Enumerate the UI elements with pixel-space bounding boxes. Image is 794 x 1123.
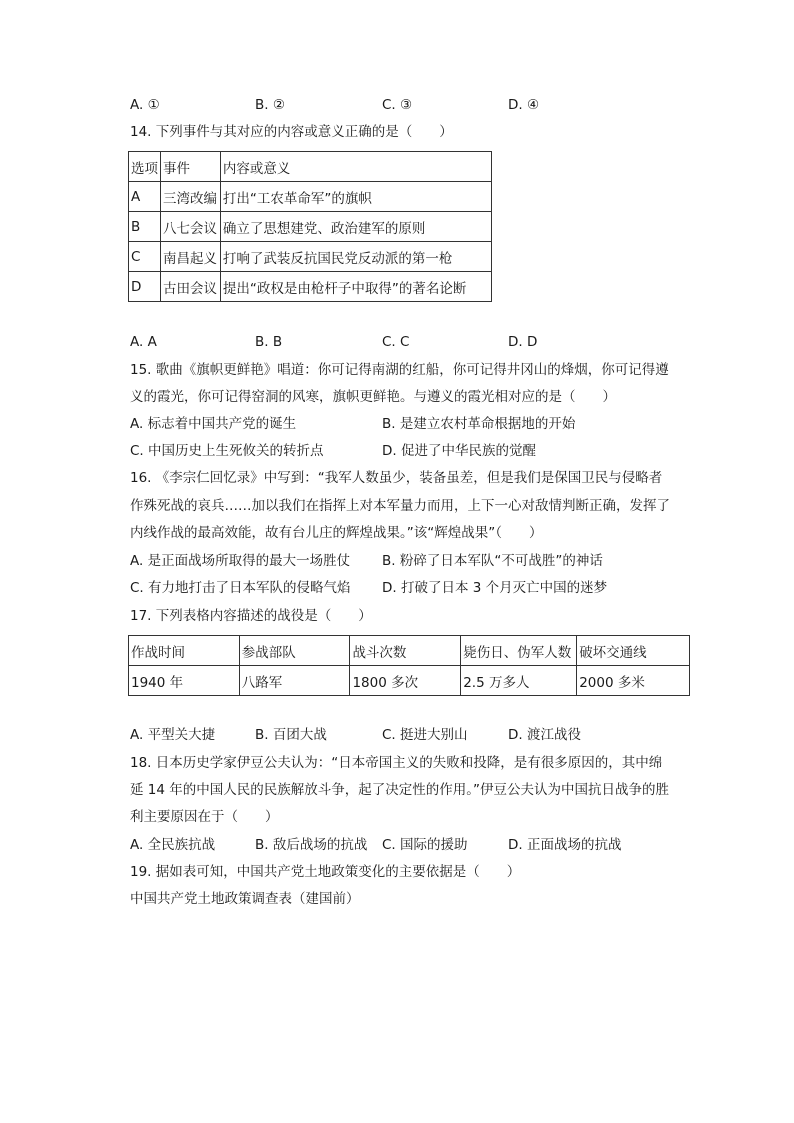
q15-stem-line: 15. 歌曲《旗帜更鲜艳》唱道：你可记得南湖的红船，你可记得井冈山的烽烟，你可记得遵 [130, 362, 669, 378]
table-row [129, 666, 690, 696]
q14-option-c: C. C [382, 334, 410, 350]
table-cell: 打响了武装反抗国民党反动派的第一枪 [220, 242, 491, 272]
q16-stem-line: 16. 《李宗仁回忆录》中写到：“我军人数虽少，装备虽差，但是我们是保国卫民与侵略者 [130, 470, 663, 486]
table-header-row [129, 152, 492, 182]
q17-table [128, 635, 690, 696]
q16-option-b: B. 粉碎了日本军队“不可战胜”的神话 [382, 553, 603, 569]
q16-option-a: A. 是正面战场所取得的最大一场胜仗 [130, 553, 351, 569]
table-cell: 八七会议 [161, 212, 221, 242]
q16-option-c: C. 有力地打击了日本军队的侵略气焰 [130, 580, 351, 596]
table-header-cell: 事件 [161, 152, 221, 182]
q18-stem-line: 18. 日本历史学家伊豆公夫认为：“日本帝国主义的失败和投降，是有很多原因的，其中绵 [130, 755, 663, 771]
table-header-cell: 战斗次数 [350, 636, 461, 666]
table-cell: 2.5 万多人 [461, 666, 577, 696]
q17-option-b: B. 百团大战 [255, 727, 327, 743]
q15-option-a: A. 标志着中国共产党的诞生 [130, 416, 297, 432]
table-header-row [129, 636, 690, 666]
q14-option-a: A. A [130, 334, 157, 350]
table-cell: 确立了思想建党、政治建军的原则 [220, 212, 491, 242]
q16-option-d: D. 打破了日本 3 个月灭亡中国的迷梦 [382, 580, 608, 596]
q18-option-d: D. 正面战场的抗战 [508, 837, 622, 853]
q15-option-b: B. 是建立农村革命根据地的开始 [382, 416, 576, 432]
q17-option-c: C. 挺进大别山 [382, 727, 468, 743]
table-header-cell: 毙伤日、伪军人数 [461, 636, 577, 666]
q15-option-d: D. 促进了中华民族的觉醒 [382, 443, 536, 459]
table-cell: D [129, 272, 161, 302]
table-header-cell: 破坏交通线 [577, 636, 690, 666]
table-header-cell: 参战部队 [239, 636, 350, 666]
q17-option-d: D. 渡江战役 [508, 727, 581, 743]
table-header-cell: 内容或意义 [220, 152, 491, 182]
q18-stem-line: 利主要原因在于（ ） [130, 809, 279, 825]
table-header-cell: 选项 [129, 152, 161, 182]
q17-stem: 17. 下列表格内容描述的战役是（ ） [130, 608, 372, 624]
q15-stem-line: 义的霞光，你可记得窑洞的风寒，旗帜更鲜艳。与遵义的霞光相对应的是（ ） [130, 389, 616, 405]
q13-option-d: D. ④ [508, 97, 540, 113]
table-row [129, 182, 492, 212]
table-cell: 1940 年 [129, 666, 240, 696]
table-cell: 八路军 [239, 666, 350, 696]
q18-option-a: A. 全民族抗战 [130, 837, 216, 853]
table-cell: 古田会议 [161, 272, 221, 302]
q17-option-a: A. 平型关大捷 [130, 727, 216, 743]
q14-option-b: B. B [255, 334, 283, 350]
table-cell: 2000 多米 [577, 666, 690, 696]
table-cell: 打出“工农革命军”的旗帜 [220, 182, 491, 212]
q14-option-d: D. D [508, 334, 538, 350]
q19-stem: 19. 据如表可知，中国共产党土地政策变化的主要依据是（ ） [130, 864, 521, 880]
q13-option-a: A. ① [130, 97, 160, 113]
table-cell: A [129, 182, 161, 212]
q19-caption: 中国共产党土地政策调查表（建国前） [130, 891, 360, 907]
q18-stem-line: 延 14 年的中国人民的民族解放斗争，起了决定性的作用。”伊豆公夫认为中国抗日战争的胜 [130, 782, 670, 798]
table-row [129, 212, 492, 242]
table-cell: C [129, 242, 161, 272]
q13-option-b: B. ② [255, 97, 285, 113]
q14-table [128, 151, 492, 302]
q13-option-c: C. ③ [382, 97, 413, 113]
table-cell: B [129, 212, 161, 242]
table-cell: 提出“政权是由枪杆子中取得”的著名论断 [220, 272, 491, 302]
table-header-cell: 作战时间 [129, 636, 240, 666]
q16-stem-line: 内线作战的最高效能，故有台儿庄的辉煌战果。”该“辉煌战果”（ ） [130, 525, 543, 541]
table-row [129, 242, 492, 272]
table-cell: 三湾改编 [161, 182, 221, 212]
q16-stem-line: 作殊死战的哀兵……加以我们在指挥上对本军量力而用，上下一心对敌情判断正确，发挥了 [130, 498, 670, 514]
q15-option-c: C. 中国历史上生死攸关的转折点 [130, 443, 324, 459]
table-cell: 1800 多次 [350, 666, 461, 696]
q14-stem: 14. 下列事件与其对应的内容或意义正确的是（ ） [130, 124, 453, 140]
q18-option-b: B. 敌后战场的抗战 [255, 837, 368, 853]
table-row [129, 272, 492, 302]
q18-option-c: C. 国际的援助 [382, 837, 468, 853]
table-cell: 南昌起义 [161, 242, 221, 272]
